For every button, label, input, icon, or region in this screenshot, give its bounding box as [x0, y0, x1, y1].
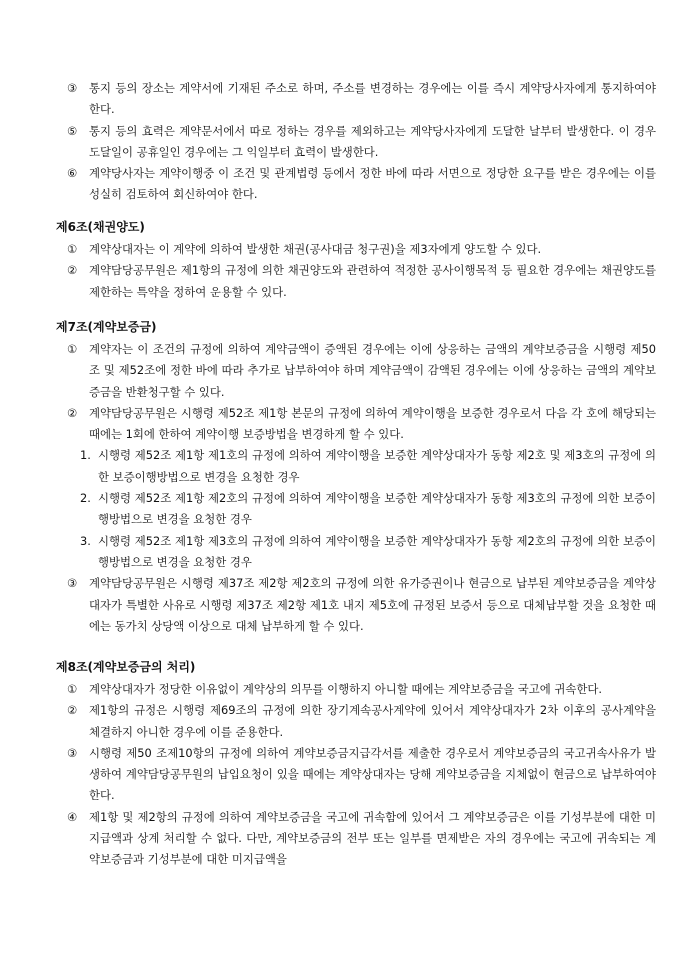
item-marker: ①: [67, 682, 78, 696]
article-heading: 제6조(채권양도): [56, 220, 145, 234]
item-marker: ③: [67, 576, 78, 591]
article-heading: 제8조(계약보증금의 처리): [56, 660, 196, 674]
sub-text: 시행령 제52조 제1항 제3호의 규정에 의하여 계약이행을 보증한 계약상대자가 동항 제2호의 규정에 의한 보증이행방법으로 변경을 요청한 경우: [98, 533, 656, 569]
list-item: [56, 679, 656, 700]
item-text: 시행령 제50 조제10항의 규정에 의하여 계약보증금지급각서를 제출한 경우로서 계약보증금의 국고귀속사유가 발생하여 계약담당공무원의 납입요청이 있을 때에는 계약상대자는 당해 계약보증금을 지체없이 현금으로 납부하여야 한다.: [89, 745, 656, 803]
list-item: [56, 700, 656, 743]
item-text: 통지 등의 장소는 계약서에 기재된 주소로 하며, 주소를 변경하는 경우에는 이를 즉시 계약당사자에게 통지하여야 한다.: [89, 81, 656, 117]
item-marker: ⑥: [67, 166, 78, 181]
item-marker: ②: [67, 405, 78, 420]
sub-text: 시행령 제52조 제1항 제1호의 규정에 의하여 계약이행을 보증한 계약상대자가 동항 제2호 및 제3호의 규정에 의한 보증이행방법으로 변경을 요청한 경우: [98, 448, 656, 484]
item-marker: ①: [67, 342, 78, 356]
item-marker: ④: [67, 809, 78, 824]
list-item: [56, 239, 656, 260]
item-text: 계약담당공무원은 시행령 제52조 제1항 본문의 규정에 의하여 계약이행을 보증한 경우로서 다음 각 호에 해당되는 때에는 1회에 한하여 계약이행 보증방법을 변경하게 할 수 있다.: [89, 405, 656, 442]
list-item: [56, 807, 656, 871]
item-text: 계약담당공무원은 제1항의 규정에 의한 채권양도와 관련하여 적정한 공사이행목적 등 필요한 경우에는 채권양도를 제한하는 특약을 정하여 운용할 수 있다.: [89, 263, 656, 299]
list-item: [56, 339, 656, 403]
sub-item: [56, 531, 656, 574]
item-marker: ③: [67, 745, 78, 760]
item-text: 제1항 및 제2항의 규정에 의하여 계약보증금을 국고에 귀속함에 있어서 그 계약보증금은 이를 기성부분에 대한 미지급액과 상계 처리할 수 없다. 다만, 계약보증금의 전부 또는 일부를 면제받은 자의 경우에는 국고에 귀속되는 계약보증금과 기성부분에 대한 미지급액을: [89, 809, 656, 867]
item-text: 계약당사자는 계약이행중 이 조건 및 관계법령 등에서 정한 바에 따라 서면으로 정당한 요구를 받은 경우에는 이를 성실히 검토하여 회신하여야 한다.: [89, 166, 656, 202]
list-item: [56, 121, 656, 164]
item-text: 계약담당공무원은 시행령 제37조 제2항 제2호의 규정에 의한 유가증권이나 현금으로 납부된 계약보증금을 계약상대자가 특별한 사유로 시행령 제37조 제2항 제1호 내지 제5호에 규정된 보증서 등으로 대체납부할 것을 요청한 때에는 동가치 상당액 이상으로 대체 납부하게 할 수 있다.: [89, 576, 656, 633]
sub-item: [56, 488, 656, 531]
list-item: [56, 78, 656, 121]
item-text: 계약상대자가 정당한 이유없이 계약상의 의무를 이행하지 아니할 때에는 계약보증금을 국고에 귀속한다.: [89, 682, 602, 696]
sub-marker: 3.: [80, 533, 91, 548]
item-text: 제1항의 규정은 시행령 제69조의 규정에 의한 장기계속공사계약에 있어서 계약상대자가 2차 이후의 공사계약을 체결하지 아니한 경우에 이를 준용한다.: [89, 703, 656, 739]
item-text: 계약상대자는 이 계약에 의하여 발생한 채권(공사대금 청구권)을 제3자에게 양도할 수 있다.: [89, 242, 542, 256]
sub-marker: 1.: [80, 448, 91, 463]
item-marker: ②: [67, 263, 78, 278]
item-marker: ①: [67, 242, 78, 256]
list-item: [56, 403, 656, 446]
list-item: [56, 260, 656, 303]
article-heading: 제7조(계약보증금): [56, 320, 157, 334]
list-item: [56, 573, 656, 637]
section-top: [56, 78, 656, 206]
item-marker: ②: [67, 703, 78, 718]
list-item: [56, 163, 656, 206]
list-item: [56, 743, 656, 807]
sub-text: 시행령 제52조 제1항 제2호의 규정에 의하여 계약이행을 보증한 계약상대자가 동항 제3호의 규정에 의한 보증이행방법으로 변경을 요청한 경우: [98, 491, 656, 527]
article-8: [56, 659, 656, 871]
sub-marker: 2.: [80, 491, 91, 506]
item-text: 통지 등의 효력은 계약문서에서 따로 정하는 경우를 제외하고는 계약당사자에게 도달한 날부터 발생한다. 이 경우 도달일이 공휴일인 경우에는 그 익일부터 효력이 발생한다.: [89, 123, 656, 159]
item-text: 계약자는 이 조건의 규정에 의하여 계약금액이 증액된 경우에는 이에 상응하는 금액의 계약보증금을 시행령 제50조 및 제52조에 정한 바에 따라 추가로 납부하여야 하며 계약금액이 감액된 경우에는 이에 상응하는 금액의 계약보증금을 반환청구할 수 있다.: [89, 342, 656, 399]
item-marker: ③: [67, 81, 78, 95]
item-marker: ⑤: [67, 123, 78, 138]
sub-item: [56, 445, 656, 488]
article-7: [56, 319, 656, 637]
article-6: [56, 219, 656, 303]
